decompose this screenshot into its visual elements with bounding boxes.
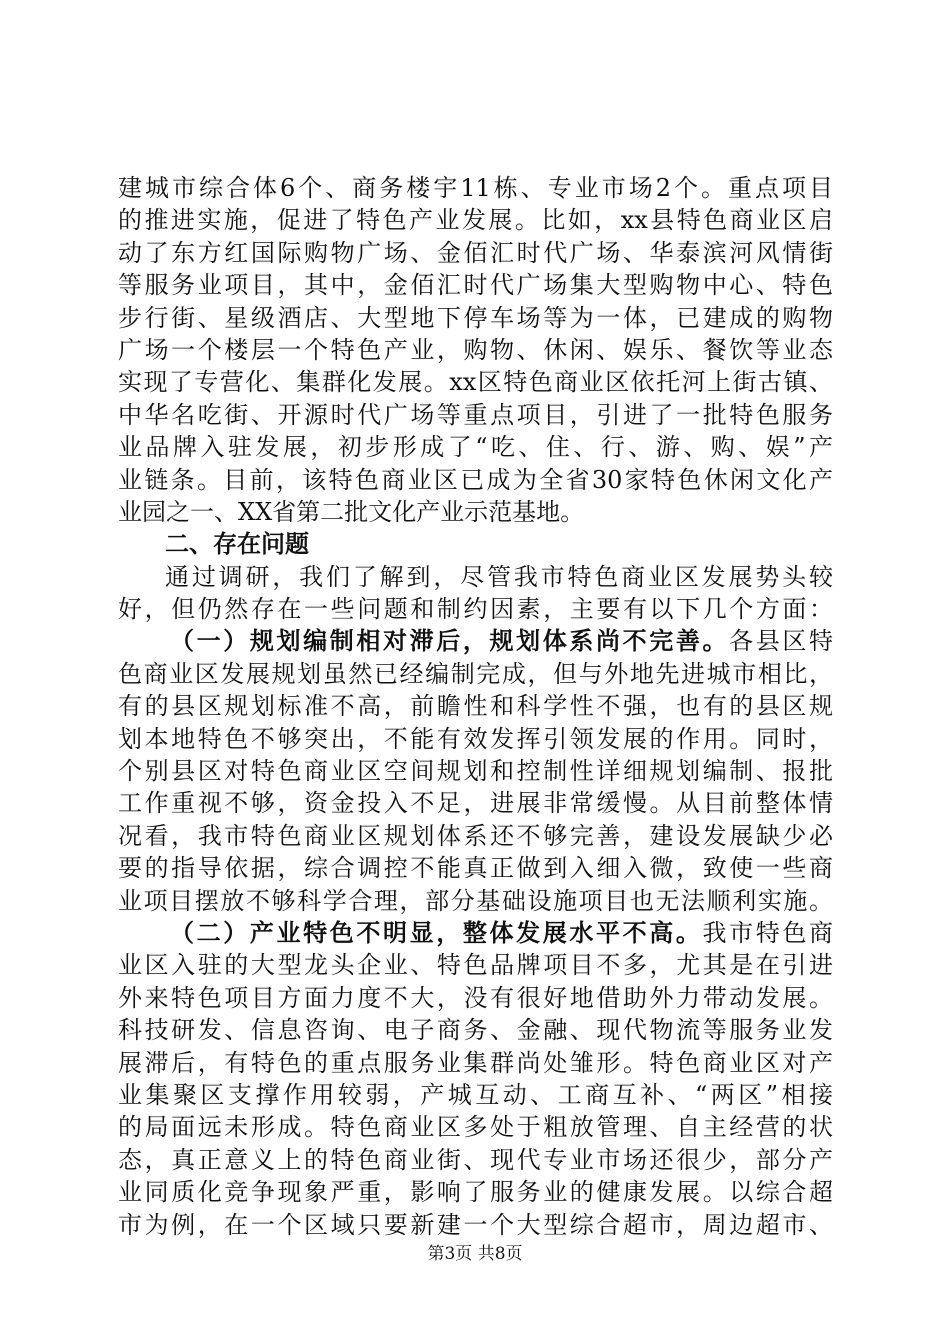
text-line: 业项目摆放不够科学合理，部分基础设施项目也无法顺利实施。	[118, 886, 833, 915]
text-line: 建城市综合体6个、商务楼宇11栋、专业市场2个。重点项目	[118, 174, 833, 202]
intro-line: 好，但仍然存在一些问题和制约因素，主要有以下几个方面：	[118, 595, 833, 624]
text-line: 要的指导依据，综合调控不能真正做到入细入微，致使一些商	[118, 854, 833, 883]
page-footer: 第3页 共8页	[427, 1244, 523, 1264]
text-line: 的局面远未形成。特色商业区多处于粗放管理、自主经营的状	[118, 1113, 833, 1142]
text-line: 动了东方红国际购物广场、金佰汇时代广场、华泰滨河风情街	[118, 238, 833, 267]
text-line: 中华名吃街、开源时代广场等重点项目，引进了一批特色服务	[118, 400, 833, 429]
text-line: 市为例，在一个区域只要新建一个大型综合超市，周边超市、	[118, 1210, 833, 1239]
text-line: 的推进实施，促进了特色产业发展。比如，xx县特色商业区启	[118, 206, 833, 235]
text-line: 步行街、星级酒店、大型地下停车场等为一体，已建成的购物	[118, 303, 833, 332]
text-line: 有的县区规划标准不高，前瞻性和科学性不强，也有的县区规	[118, 692, 833, 721]
text-line: 划本地特色不够突出，不能有效发挥引领发展的作用。同时，	[118, 724, 833, 753]
text-line: 展滞后，有特色的重点服务业集群尚处雏形。特色商业区对产	[118, 1048, 833, 1077]
text-line: 色商业区发展规划虽然已经编制完成，但与外地先进城市相比，	[118, 659, 833, 688]
text-line: 态，真正意义上的特色商业街、现代专业市场还很少，部分产	[118, 1145, 833, 1174]
section-heading: 二、存在问题	[165, 529, 309, 559]
point2-title: （二）产业特色不明显，整体发展水平不高。	[170, 917, 703, 947]
text-line: 广场一个楼层一个特色产业，购物、休闲、娱乐、餐饮等业态	[118, 335, 833, 364]
point1-first-rest: 各县区特	[729, 627, 833, 656]
text-line: 业同质化竞争现象严重，影响了服务业的健康发展。以综合超	[118, 1178, 833, 1207]
text-line: 业集聚区支撑作用较弱，产城互动、工商互补、“两区”相接	[118, 1080, 833, 1109]
point1-first-line	[118, 625, 833, 657]
text-line: 业品牌入驻发展，初步形成了“吃、住、行、游、购、娱”产	[118, 433, 833, 462]
text-line: 业链条。目前，该特色商业区已成为全省30家特色休闲文化产	[118, 465, 833, 494]
text-line: 业区入驻的大型龙头企业、特色品牌项目不多，尤其是在引进	[118, 951, 833, 980]
text-line: 科技研发、信息咨询、电子商务、金融、现代物流等服务业发	[118, 1016, 833, 1045]
text-line: 业园之一、XX省第二批文化产业示范基地。	[118, 497, 585, 526]
text-line: 等服务业项目，其中，金佰汇时代广场集大型购物中心、特色	[118, 271, 833, 300]
text-line: 实现了专营化、集群化发展。xx区特色商业区依托河上街古镇、	[118, 368, 833, 397]
body-text	[118, 172, 833, 1241]
point1-title: （一）规划编制相对滞后，规划体系尚不完善。	[170, 626, 730, 656]
text-line: 外来特色项目方面力度不大，没有很好地借助外力带动发展。	[118, 983, 833, 1012]
text-line: 况看，我市特色商业区规划体系还不够完善，建设发展缺少必	[118, 821, 833, 850]
text-line: 工作重视不够，资金投入不足，进展非常缓慢。从目前整体情	[118, 789, 833, 818]
point2-first-rest: 我市特色商	[702, 918, 833, 947]
intro-line: 通过调研，我们了解到，尽管我市特色商业区发展势头较	[165, 562, 833, 591]
text-line: 个别县区对特色商业区空间规划和控制性详细规划编制、报批	[118, 757, 833, 786]
point2-first-line	[118, 917, 833, 949]
